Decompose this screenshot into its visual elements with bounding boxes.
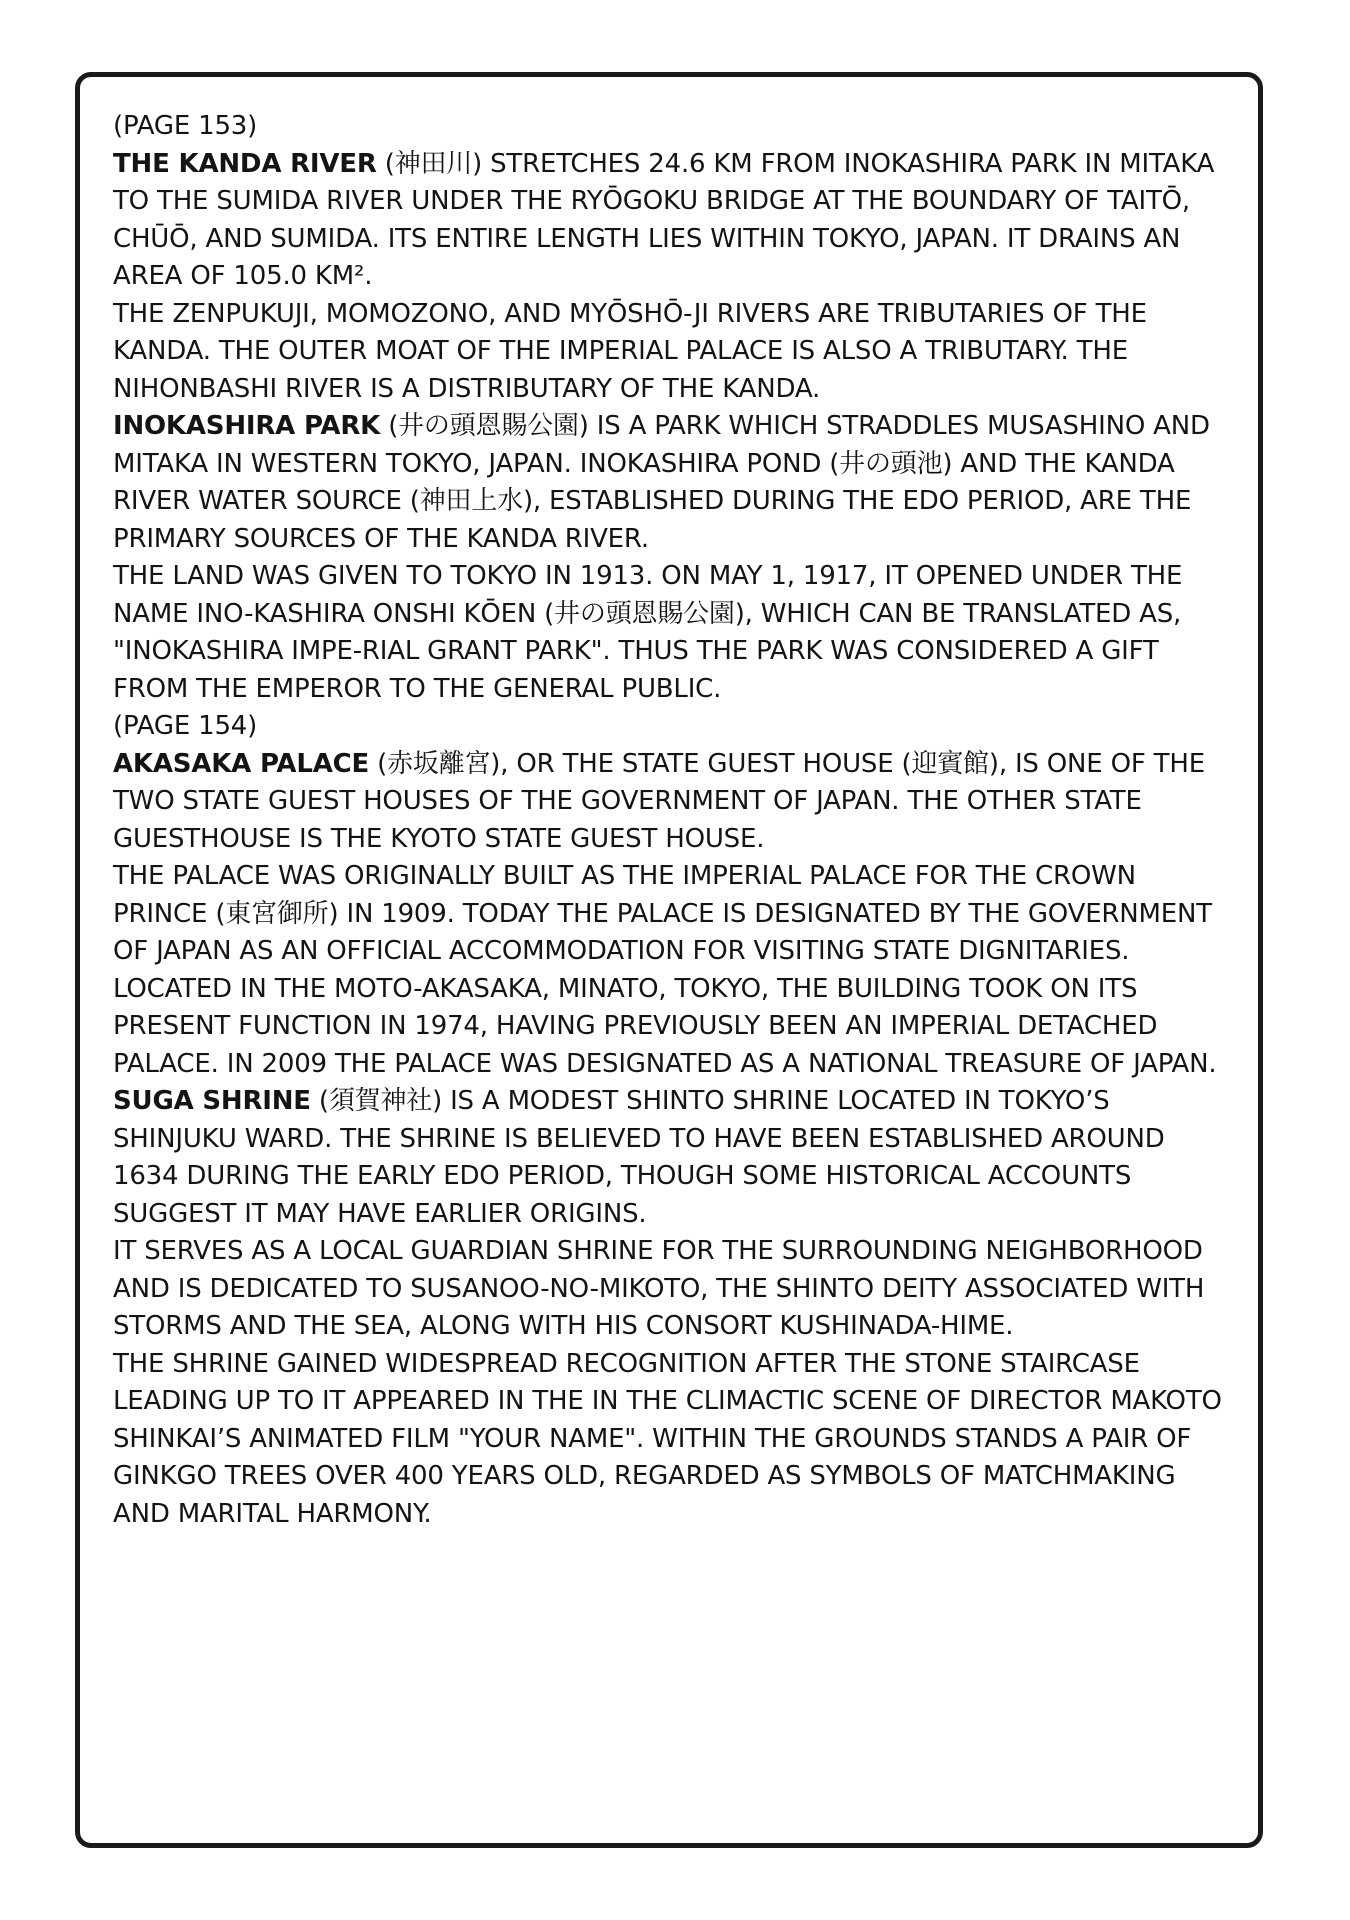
akasaka-palace-paragraph <box>113 746 1225 859</box>
page-label-153: (PAGE 153) <box>113 111 258 141</box>
togu-gosho-japanese: (東宮御所) <box>215 898 339 929</box>
suga-text-a: IS A MODEST SHINTO SHRINE LOCATED IN TOKYO’S SHINJUKU WARD. THE SHRINE IS BELIEVED TO HAVE BEEN ESTABLISHED AROUND 1634 DURING THE EARLY EDO PERIOD, THOUGH SOME HISTORICAL ACCOUNTS SUGGEST IT MAY HAVE EARLIER ORIGINS. <box>113 1086 1165 1229</box>
inokashira-pond-japanese: (井の頭池) <box>829 448 953 479</box>
page-label-154: (PAGE 154) <box>113 711 258 741</box>
inokashira-text-a: IS A PARK WHICH STRADDLES MUSASHINO AND MITAKA IN WESTERN TOKYO, JAPAN. INOKASHIRA POND <box>113 411 1210 479</box>
inokashira-text-d: THE LAND WAS GIVEN TO TOKYO IN 1913. ON MAY 1, 1917, IT OPENED UNDER THE NAME INO-KASHIRA ONSHI KŌEN <box>113 561 1183 629</box>
akasaka-text-a: , OR THE STATE GUEST HOUSE <box>500 748 902 779</box>
notes-text-panel <box>113 108 1225 1533</box>
kanda-river-paragraph <box>113 146 1225 296</box>
suga-shrine-paragraph <box>113 1083 1225 1233</box>
akasaka-palace-term: AKASAKA PALACE <box>113 748 370 779</box>
akasaka-history-paragraph <box>113 858 1225 971</box>
inokashira-park-japanese: (井の頭恩賜公園) <box>380 411 597 441</box>
kanda-river-text: STRETCHES 24.6 KM FROM INOKASHIRA PARK IN MITAKA TO THE SUMIDA RIVER UNDER THE RYŌGOKU BRIDGE AT THE BOUNDARY OF TAITŌ, CHŪŌ, AND SUMIDA. ITS ENTIRE LENGTH LIES WITHIN TOKYO, JAPAN. IT DRAINS AN AREA OF 105.0 KM². <box>113 148 1215 291</box>
kanda-river-term: THE KANDA RIVER <box>113 148 377 179</box>
inokashira-history-paragraph <box>113 558 1225 708</box>
suga-shrine-term: SUGA SHRINE <box>113 1086 311 1116</box>
suga-guardian-paragraph: IT SERVES AS A LOCAL GUARDIAN SHRINE FOR THE SURROUNDING NEIGHBORHOOD AND IS DEDICATED TO SUSANOO-NO-MIKOTO, THE SHINTO DEITY ASSOCIATED WITH STORMS AND THE SEA, ALONG WITH HIS CONSORT KUSHINADA-HIME. <box>113 1236 1205 1341</box>
akasaka-text-b: , IS ONE OF THE TWO STATE GUEST HOUSES OF THE GOVERNMENT OF JAPAN. THE OTHER STATE GUESTHOUSE IS THE KYOTO STATE GUEST HOUSE. <box>113 748 1205 854</box>
state-guest-house-japanese: (迎賓館) <box>901 748 999 779</box>
kanda-river-japanese: (神田川) <box>376 148 491 179</box>
inokashira-text-e: , WHICH CAN BE TRANSLATED AS, "INOKASHIRA IMPE-RIAL GRANT PARK". THUS THE PARK WAS CONSIDERED A GIFT FROM THE EMPEROR TO THE GENERAL PUBLIC. <box>113 598 1182 704</box>
kanda-tributaries-paragraph: THE ZENPUKUJI, MOMOZONO, AND MYŌSHŌ-JI RIVERS ARE TRIBUTARIES OF THE KANDA. THE OUTER MOAT OF THE IMPERIAL PALACE IS ALSO A TRIBUTARY. THE NIHONBASHI RIVER IS A DISTRIBUTARY OF THE KANDA. <box>113 298 1147 404</box>
inokashira-text-c: , ESTABLISHED DURING THE EDO PERIOD, ARE THE PRIMARY SOURCES OF THE KANDA RIVER. <box>113 486 1192 554</box>
inokashira-park-paragraph <box>113 408 1225 558</box>
inokashira-park-term: INOKASHIRA PARK <box>113 411 381 441</box>
suga-shrine-japanese: (須賀神社) <box>310 1086 451 1116</box>
inokashira-onshi-japanese: (井の頭恩賜公園) <box>544 598 745 629</box>
suga-recognition-paragraph: THE SHRINE GAINED WIDESPREAD RECOGNITION AFTER THE STONE STAIRCASE LEADING UP TO IT APPEARED IN THE IN THE CLIMACTIC SCENE OF DIRECTOR MAKOTO SHINKAI’S ANIMATED FILM "YOUR NAME". WITHIN THE GROUNDS STANDS A PAIR OF GINKGO TREES OVER 400 YEARS OLD, REGARDED AS SYMBOLS OF MATCHMAKING AND MARITAL HARMONY. <box>113 1348 1222 1529</box>
akasaka-location-paragraph: LOCATED IN THE MOTO-AKASAKA, MINATO, TOKYO, THE BUILDING TOOK ON ITS PRESENT FUNCTION IN 1974, HAVING PREVIOUSLY BEEN AN IMPERIAL DETACHED PALACE. IN 2009 THE PALACE WAS DESIGNATED AS A NATIONAL TREASURE OF JAPAN. <box>113 973 1217 1079</box>
akasaka-text-c: THE PALACE WAS ORIGINALLY BUILT AS THE IMPERIAL PALACE FOR THE CROWN PRINCE <box>113 861 1136 929</box>
kanda-water-source-japanese: (神田上水) <box>409 486 533 516</box>
akasaka-text-d: IN 1909. TODAY THE PALACE IS DESIGNATED BY THE GOVERNMENT OF JAPAN AS AN OFFICIAL ACCOMMODATION FOR VISITING STATE DIGNITARIES. <box>113 898 1212 966</box>
inokashira-text-b: AND THE KANDA RIVER WATER SOURCE <box>113 448 1175 516</box>
akasaka-palace-japanese: (赤坂離宮) <box>369 748 501 779</box>
